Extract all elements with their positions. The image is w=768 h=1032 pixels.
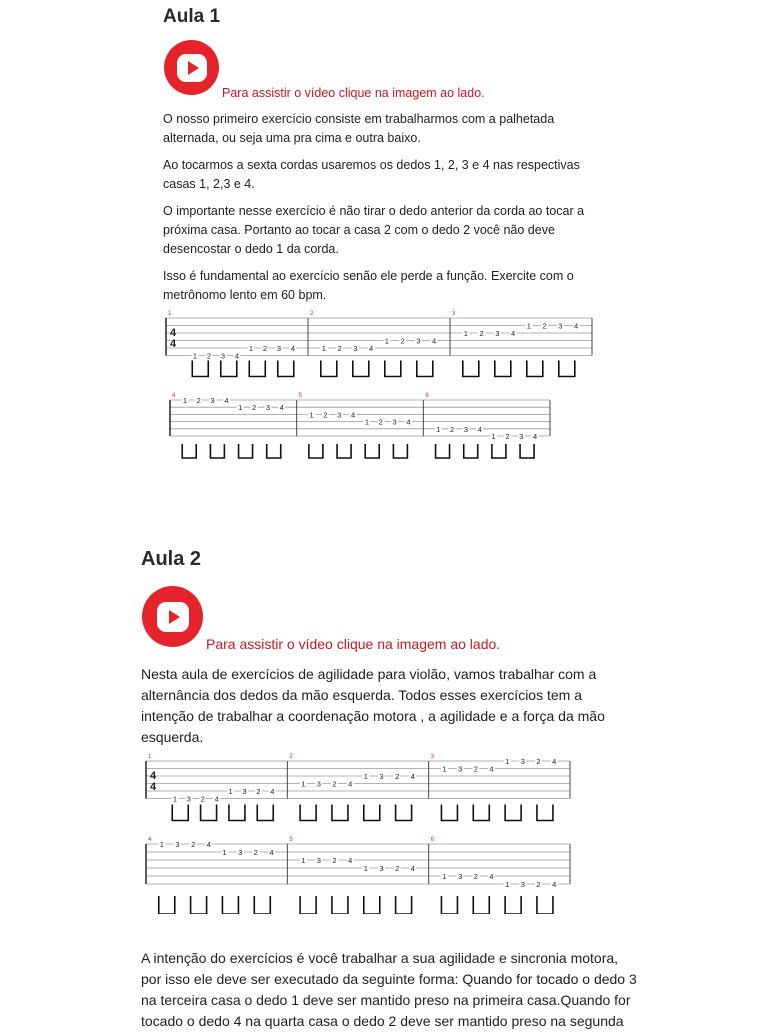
aula1-tab-row-2	[160, 392, 560, 462]
fret-number: 3	[558, 321, 563, 331]
fret-number: 1	[301, 779, 306, 789]
fret-number: 4	[532, 432, 538, 441]
fret-number: 2	[206, 351, 212, 361]
fret-number: 2	[449, 424, 455, 434]
rhythm-beam	[396, 896, 412, 914]
fret-number: 4	[234, 351, 240, 361]
fret-number: 3	[220, 351, 226, 361]
measure-number: 4	[148, 837, 152, 843]
fret-number: 1	[172, 794, 178, 804]
fret-number: 3	[520, 880, 525, 889]
rhythm-beam	[396, 805, 412, 821]
fret-number: 3	[463, 424, 469, 434]
fret-number: 3	[379, 772, 384, 781]
rhythm-beam	[172, 805, 188, 821]
fret-number: 4	[511, 329, 516, 338]
fret-number: 4	[224, 396, 229, 405]
fret-number: 2	[323, 410, 328, 420]
rhythm-beam	[254, 896, 270, 914]
rhythm-beam	[364, 896, 380, 914]
fret-number: 3	[175, 840, 180, 849]
rhythm-beam	[182, 444, 196, 458]
fret-number: 4	[206, 840, 211, 849]
rhythm-beam	[537, 805, 553, 821]
rhythm-beam	[364, 805, 380, 821]
fret-number: 1	[228, 787, 233, 796]
fret-number: 2	[332, 856, 337, 865]
fret-number: 4	[270, 787, 275, 796]
fret-number: 4	[410, 864, 415, 873]
fret-number: 4	[410, 772, 415, 781]
fret-number: 4	[290, 344, 296, 353]
fret-number: 1	[182, 396, 188, 405]
fret-number: 1	[363, 772, 368, 781]
fret-number: 4	[477, 424, 482, 434]
rhythm-beam	[229, 805, 245, 821]
fret-number: 3	[520, 757, 525, 766]
rhythm-beam	[309, 444, 323, 458]
rhythm-beam	[332, 896, 348, 914]
rhythm-beam	[267, 444, 281, 458]
rhythm-beam	[221, 361, 237, 377]
fret-number: 4	[574, 321, 579, 331]
rhythm-beam	[505, 896, 521, 914]
fret-number: 1	[384, 336, 389, 346]
fret-number: 3	[353, 344, 358, 353]
rhythm-beam	[222, 896, 238, 914]
fret-number: 2	[542, 321, 547, 331]
fret-number: 1	[192, 351, 198, 361]
rhythm-beam	[239, 444, 253, 458]
fret-number: 4	[552, 880, 557, 889]
fret-number: 4	[406, 417, 411, 427]
rhythm-beam	[393, 444, 407, 458]
fret-number: 3	[379, 864, 384, 873]
time-signature-digit: 4	[169, 327, 177, 339]
fret-number: 2	[536, 880, 541, 889]
rhythm-beam	[473, 896, 489, 914]
fret-number: 4	[348, 779, 353, 789]
fret-number: 3	[458, 872, 463, 881]
rhythm-beam	[537, 896, 553, 914]
fret-number: 3	[186, 794, 191, 804]
aula2-tab-row-1	[138, 752, 578, 827]
aula1-video-thumbnail[interactable]	[164, 40, 219, 95]
fret-number: 2	[536, 757, 541, 766]
measure-number: 1	[168, 311, 172, 317]
measure-number: 5	[289, 837, 293, 843]
fret-number: 1	[442, 872, 447, 881]
aula1-paragraph-1: O nosso primeiro exercício consiste em trabalharmos com a palhetada alternada, ou seja uma pra cima e outra baixo.	[163, 112, 555, 145]
time-signature-digit: 4	[149, 770, 157, 782]
play-icon	[157, 602, 189, 632]
rhythm-beam	[353, 361, 369, 377]
fret-number: 4	[279, 403, 284, 413]
measure-number: 2	[289, 754, 293, 760]
fret-number: 1	[505, 880, 510, 889]
rhythm-beam	[463, 361, 479, 377]
fret-number: 3	[458, 764, 463, 774]
rhythm-beam	[249, 361, 265, 377]
measure-number: 4	[172, 393, 176, 399]
rhythm-beam	[210, 444, 224, 458]
fret-number: 2	[395, 864, 400, 873]
fret-number: 3	[316, 779, 321, 789]
play-icon	[177, 54, 207, 82]
rhythm-beam	[191, 896, 207, 914]
fret-number: 1	[238, 403, 243, 413]
fret-number: 2	[251, 403, 257, 413]
fret-number: 2	[473, 872, 478, 881]
fret-number: 2	[400, 336, 405, 346]
fret-number: 2	[262, 344, 268, 353]
fret-number: 2	[337, 344, 342, 353]
fret-number: 3	[210, 396, 215, 405]
rhythm-beam	[257, 805, 273, 821]
rhythm-beam	[365, 444, 379, 458]
aula2-video-link[interactable]: Para assistir o vídeo clique na imagem ao lado.	[206, 636, 501, 652]
rhythm-beam	[321, 361, 337, 377]
aula1-paragraph-2: Ao tocarmos a sexta cordas usaremos os dedos 1, 2, 3 e 4 nas respectivas casas 1, 2,3 e 4.	[163, 158, 580, 191]
fret-number: 3	[276, 344, 282, 353]
measure-number: 3	[430, 754, 435, 760]
fret-number: 3	[316, 856, 321, 865]
fret-number: 4	[432, 336, 437, 346]
aula1-paragraph-4: Isso é fundamental ao exercício senão ele perde a função. Exercite com o metrônomo lento em 60 bpm.	[163, 269, 574, 302]
measure-number: 3	[452, 311, 456, 317]
time-signature-digit: 4	[149, 781, 157, 793]
measure-number: 5	[298, 393, 303, 399]
fret-number: 2	[473, 764, 478, 774]
rhythm-beam	[505, 805, 521, 821]
rhythm-beam	[441, 805, 457, 821]
aula2-video-thumbnail[interactable]	[142, 586, 203, 647]
rhythm-beam	[495, 361, 511, 377]
aula2-paragraph-2: A intenção do exercícios é você trabalhar a sua agilidade e sincronia motora, por isso ele deve ser executado da seguinte forma: Quando for tocado o dedo 3 na terceira casa o dedo 1 deve ser mantido preso na primeira casa.Quando for tocado o dedo 4 na quarta casa o dedo 2 deve ser mantido preso na segunda	[141, 950, 637, 1029]
fret-number: 1	[463, 329, 468, 338]
rhythm-beam	[464, 444, 478, 458]
fret-number: 2	[332, 779, 337, 789]
fret-number: 3	[392, 417, 397, 427]
fret-number: 2	[196, 396, 201, 405]
measure-number: 6	[430, 837, 435, 843]
fret-number: 4	[369, 344, 374, 353]
rhythm-beam	[337, 444, 351, 458]
fret-number: 1	[505, 757, 510, 766]
measure-number: 6	[425, 393, 429, 399]
rhythm-beam	[192, 361, 208, 377]
rhythm-beam	[436, 444, 450, 458]
fret-number: 2	[191, 840, 196, 849]
rhythm-beam	[492, 444, 506, 458]
fret-number: 1	[321, 344, 326, 353]
fret-number: 1	[364, 417, 370, 427]
fret-number: 1	[159, 840, 164, 849]
fret-number: 1	[436, 424, 441, 434]
rhythm-beam	[441, 896, 457, 914]
rhythm-beam	[300, 896, 316, 914]
fret-number: 1	[309, 410, 314, 420]
fret-number: 1	[301, 856, 306, 865]
fret-number: 2	[395, 772, 400, 781]
fret-number: 4	[269, 848, 274, 857]
fret-number: 3	[416, 336, 421, 346]
fret-number: 4	[489, 764, 494, 774]
fret-number: 4	[350, 410, 356, 420]
fret-number: 1	[248, 344, 254, 353]
fret-number: 2	[378, 417, 383, 427]
fret-number: 4	[348, 856, 353, 865]
fret-number: 1	[363, 864, 368, 873]
rhythm-beam	[201, 805, 217, 821]
rhythm-beam	[417, 361, 433, 377]
fret-number: 2	[200, 794, 205, 804]
fret-number: 1	[526, 321, 531, 331]
fret-number: 3	[495, 329, 500, 338]
rhythm-beam	[159, 896, 175, 914]
fret-number: 3	[519, 432, 524, 441]
fret-number: 3	[238, 848, 243, 857]
aula1-paragraph-3: O importante nesse exercício é não tirar o dedo anterior da corda ao tocar a próxima casa. Portanto ao tocar a casa 2 com o dedo 2 você não deve desencostar o dedo 1 da corda.	[163, 204, 585, 256]
rhythm-beam	[520, 444, 534, 458]
rhythm-beam	[385, 361, 401, 377]
fret-number: 1	[491, 432, 496, 441]
rhythm-beam	[527, 361, 543, 377]
fret-number: 2	[505, 432, 510, 441]
fret-number: 2	[479, 329, 484, 338]
fret-number: 2	[256, 787, 261, 796]
fret-number: 3	[337, 410, 342, 420]
measure-number: 1	[148, 754, 152, 760]
fret-number: 3	[242, 787, 247, 796]
rhythm-beam	[300, 805, 316, 821]
fret-number: 4	[552, 757, 557, 766]
aula2-title: Aula 2	[141, 548, 202, 570]
measure-number: 2	[310, 311, 314, 317]
rhythm-beam	[278, 361, 294, 377]
fret-number: 1	[442, 764, 447, 774]
aula1-video-link[interactable]: Para assistir o vídeo clique na imagem ao lado.	[222, 86, 485, 100]
rhythm-beam	[473, 805, 489, 821]
aula2-paragraph-1: Nesta aula de exercícios de agilidade para violão, vamos trabalhar com a alternância dos dedos da mão esquerda. Todos esses exercícios tem a intenção de trabalhar a coordenação motora , a agilidade e a força da mão esquerda.	[141, 666, 605, 745]
fret-number: 2	[253, 848, 258, 857]
rhythm-beam	[332, 805, 348, 821]
fret-number: 1	[222, 848, 227, 857]
aula1-tab-row-1	[160, 310, 600, 385]
fret-number: 4	[214, 794, 219, 804]
aula1-title: Aula 1	[163, 6, 221, 27]
aula2-tab-row-2	[138, 834, 578, 914]
time-signature-digit: 4	[169, 338, 177, 350]
rhythm-beam	[559, 361, 575, 377]
fret-number: 4	[489, 872, 494, 881]
fret-number: 3	[265, 403, 271, 413]
